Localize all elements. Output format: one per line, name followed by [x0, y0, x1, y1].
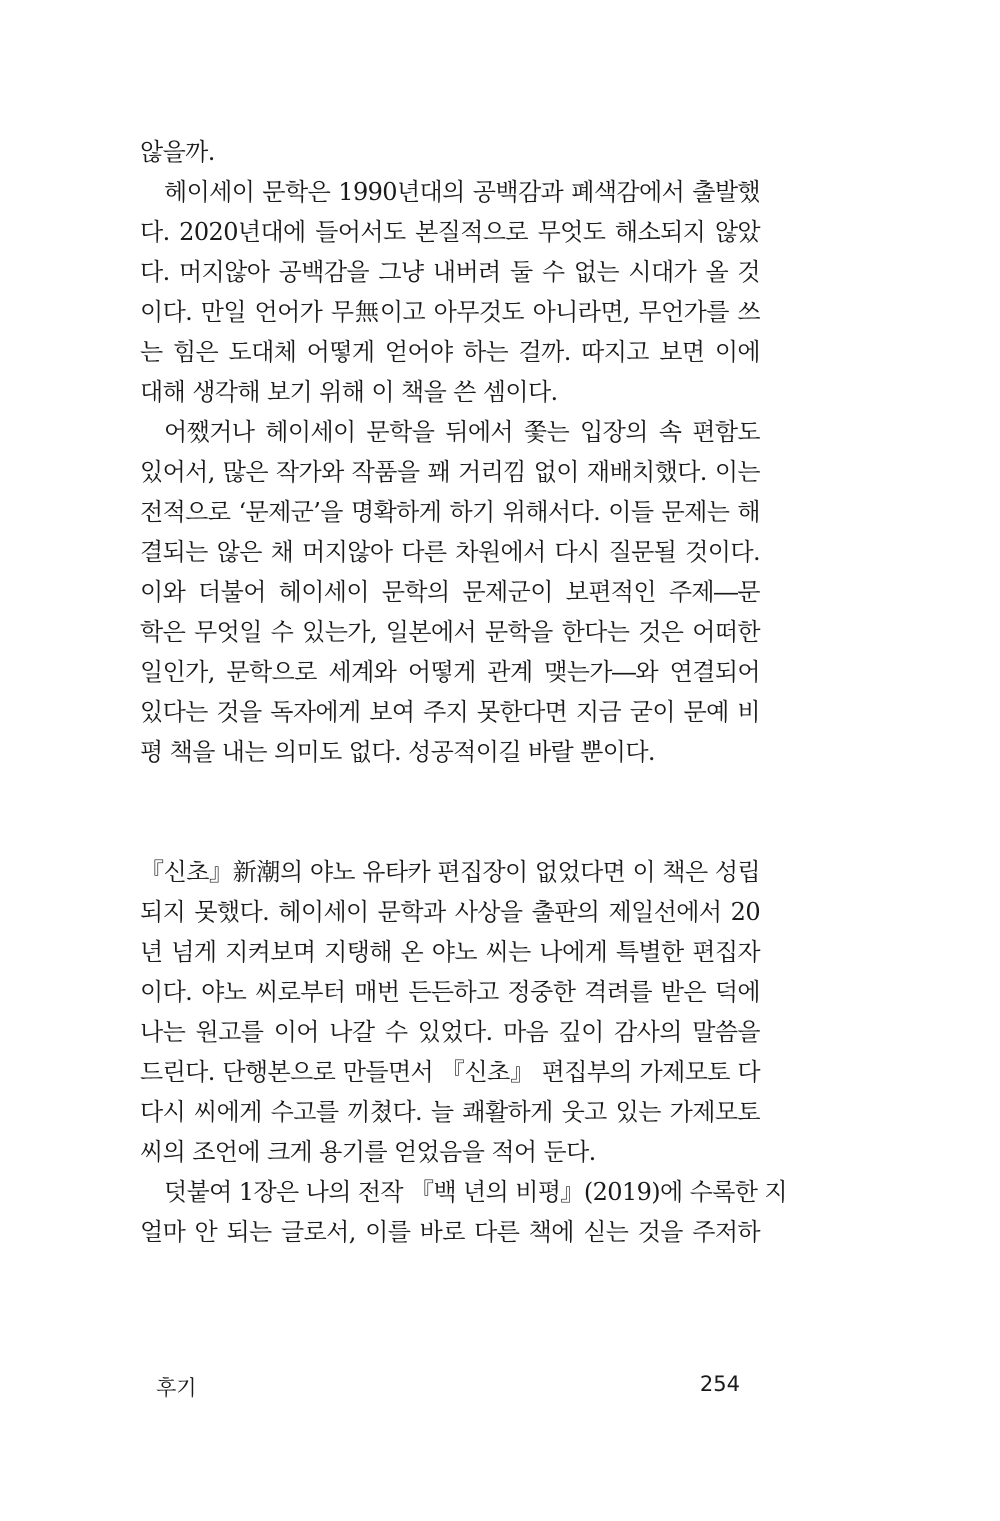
text-line: 덧붙여 1장은 나의 전작 『백 년의 비평』(2019)에 수록한 지 [164, 1178, 788, 1206]
text-line: 않을까. [140, 138, 215, 166]
text-line: 이다. 야노 씨로부터 매번 든든하고 정중한 격려를 받은 덕에 [140, 978, 760, 1006]
text-line: 있어서, 많은 작가와 작품을 꽤 거리낌 없이 재배치했다. 이는 [140, 458, 760, 486]
text-line: 이다. 만일 언어가 무無이고 아무것도 아니라면, 무언가를 쓰 [140, 298, 760, 326]
page-footer [140, 1372, 740, 1402]
text-line: 대해 생각해 보기 위해 이 책을 쓴 셈이다. [140, 378, 558, 406]
text-line: 있다는 것을 독자에게 보여 주지 못한다면 지금 굳이 문예 비 [140, 698, 760, 726]
text-line: 는 힘은 도대체 어떻게 얻어야 하는 걸까. 따지고 보면 이에 [140, 338, 760, 366]
text-line: 『신초』新潮의 야노 유타카 편집장이 없었다면 이 책은 성립 [140, 858, 760, 886]
text-line: 되지 못했다. 헤이세이 문학과 사상을 출판의 제일선에서 20 [140, 898, 760, 926]
text-line: 나는 원고를 이어 나갈 수 있었다. 마음 깊이 감사의 말씀을 [140, 1018, 760, 1046]
text-line: 드린다. 단행본으로 만들면서 『신초』 편집부의 가제모토 다 [140, 1058, 760, 1086]
text-line: 전적으로 ‘문제군’을 명확하게 하기 위해서다. 이들 문제는 해 [140, 498, 760, 526]
text-line: 씨의 조언에 크게 용기를 얻었음을 적어 둔다. [140, 1138, 596, 1166]
text-line: 평 책을 내는 의미도 없다. 성공적이길 바랄 뿐이다. [140, 738, 655, 766]
running-footer-section: 후기 [156, 1376, 197, 1400]
text-line: 학은 무엇일 수 있는가, 일본에서 문학을 한다는 것은 어떠한 [140, 618, 760, 646]
text-line: 다시 씨에게 수고를 끼쳤다. 늘 쾌활하게 웃고 있는 가제모토 [140, 1098, 760, 1126]
text-line: 다. 머지않아 공백감을 그냥 내버려 둘 수 없는 시대가 올 것 [140, 258, 760, 286]
text-line: 얼마 안 되는 글로서, 이를 바로 다른 책에 싣는 것을 주저하 [140, 1218, 760, 1246]
text-line: 어쨌거나 헤이세이 문학을 뒤에서 쫓는 입장의 속 편함도 [164, 418, 760, 446]
text-line: 일인가, 문학으로 세계와 어떻게 관계 맺는가―와 연결되어 [140, 658, 760, 686]
page-number: 254 [699, 1372, 740, 1396]
text-line: 다. 2020년대에 들어서도 본질적으로 무엇도 해소되지 않았 [140, 218, 760, 246]
body-text [140, 132, 788, 1252]
section-gap [140, 772, 760, 852]
text-line: 결되는 않은 채 머지않아 다른 차원에서 다시 질문될 것이다. [140, 538, 760, 566]
text-line: 년 넘게 지켜보며 지탱해 온 야노 씨는 나에게 특별한 편집자 [140, 938, 760, 966]
text-line: 이와 더불어 헤이세이 문학의 문제군이 보편적인 주제―문 [140, 578, 760, 606]
text-line: 헤이세이 문학은 1990년대의 공백감과 폐색감에서 출발했 [164, 178, 760, 206]
